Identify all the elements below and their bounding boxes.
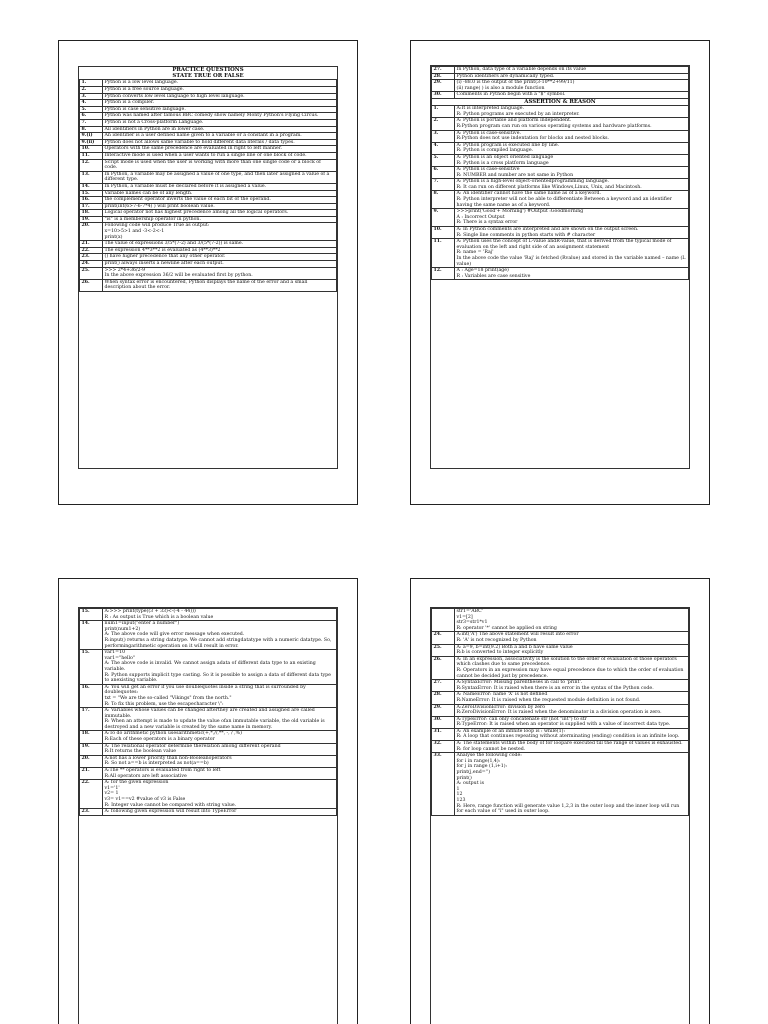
question-text: Python is a free source language. — [103, 87, 337, 94]
question-number: 5. — [432, 154, 455, 166]
question-text: A: Python is case-sensitive R: NUMBER and number are not same in Python — [455, 167, 689, 179]
table-row — [432, 67, 689, 74]
question-number: 4. — [80, 100, 103, 107]
question-number: 29. — [432, 80, 455, 92]
question-number: 8. — [432, 191, 455, 209]
section-heading: ASSERTION & REASON — [431, 99, 689, 105]
question-number: 16. — [80, 197, 103, 204]
question-text: All identifiers in Python are in lower case. — [103, 126, 337, 133]
question-text: Following code will produce True as output: x=10>5>1 and -3<-2<-1 print(x) — [103, 223, 337, 241]
question-number: 10. — [432, 227, 455, 239]
question-text: Python is a low level language. — [103, 80, 337, 87]
question-number: 23. — [80, 254, 103, 261]
table-row — [432, 741, 689, 753]
question-text: A: In an expression, associativity is the solution to the order of evaluation of those operators which clashes due to same precedence. R: Operators in an expression may have equal precedence due to which the order of evaluation cannot be decided just by precedence. — [455, 656, 689, 679]
question-text: A: Python program is executed line by line. R: Python is compiled language. — [455, 142, 689, 154]
table-row — [432, 692, 689, 704]
table-row — [80, 780, 337, 809]
question-text: Python identifiers are dynamically typed. — [455, 73, 689, 80]
document-page-3 — [58, 578, 358, 1024]
question-number: 11. — [80, 152, 103, 159]
table-row — [432, 118, 689, 130]
table-row — [432, 142, 689, 154]
question-text: A:not has a lower priority than non-Booleanoperators R: So not a==b is interpreted as not(a==b) — [103, 755, 337, 767]
table-row — [80, 126, 337, 133]
question-number — [432, 609, 455, 632]
table-row — [432, 239, 689, 268]
question-text: A: NameError: name 'X' is not defined R:NameError: It is raised when the requested module definition is not found. — [455, 692, 689, 704]
question-frame — [430, 65, 690, 469]
question-number: 9.(i) — [80, 133, 103, 140]
question-number: 6. — [432, 167, 455, 179]
question-text: A: An identifier cannot have the same name as of a keyword. R: Python interpreter will not be able to differentiate Between a keyword and an identifier having the same name as of a keyword. — [455, 191, 689, 209]
question-text: Python does not allows same variable to hold different data literals / data types. — [103, 139, 337, 146]
question-number: 28. — [432, 73, 455, 80]
question-number: 22. — [80, 780, 103, 809]
table-row — [80, 171, 337, 183]
question-text: The value of expressions 3/5*(7-2) and 3/(5*(7-2)) is same. — [103, 241, 337, 248]
table-row — [80, 254, 337, 261]
table-row — [80, 159, 337, 171]
question-number: 19. — [80, 743, 103, 755]
table-row — [432, 656, 689, 679]
question-number: 2. — [432, 118, 455, 130]
question-number: 27. — [432, 680, 455, 692]
question-text: A: Python is case-sensitive. R:Python does not use indentation for blocks and nested blocks. — [455, 130, 689, 142]
question-number: 9.(ii) — [80, 139, 103, 146]
question-text: Python is a compiler. — [103, 100, 337, 107]
question-text: Python was named after famous BBC comedy show namely Monty Python's Flying Circus. — [103, 113, 337, 120]
question-number: 21. — [80, 768, 103, 780]
question-text: Variable names can be of any length. — [103, 190, 337, 197]
question-frame — [78, 66, 338, 469]
assertion-table — [431, 105, 689, 280]
question-number: 10. — [80, 146, 103, 153]
question-number: 28. — [432, 692, 455, 704]
question-text: In Python, a variable must be declared before it is assigned a value. — [103, 183, 337, 190]
question-number: 6. — [80, 113, 103, 120]
table-row — [432, 644, 689, 656]
question-text: A: In Python comments are interpreted and are shown on the output screen. R: Single line comments in python starts with # character — [455, 227, 689, 239]
question-number: 30. — [432, 716, 455, 728]
question-frame — [430, 607, 690, 1024]
question-text: When syntax error is encountered, Python displays the name of the error and a small description about the error. — [103, 279, 337, 291]
table-row — [432, 106, 689, 118]
question-number: 17. — [80, 203, 103, 210]
question-number: 15. — [80, 190, 103, 197]
question-text: A: a=9, b=int(9.2) Both a and b have same value R:b is converted to integer explicitly — [455, 644, 689, 656]
table-row — [80, 183, 337, 190]
question-number: 17. — [80, 708, 103, 731]
question-text: Interactive mode is used when a user wants to run a single line or one block of code. — [103, 152, 337, 159]
question-text: Analyse the following code: for i in range(1,4): for j in range (1,i+1): print(j,end='') print() A: output is 1 12 123 R: Here, range function will generate value 1,2,3 in the outer loop and the inner loop will run for each value of "i" used in outer loop. — [455, 753, 689, 816]
question-number: 7. — [80, 119, 103, 126]
table-row — [432, 680, 689, 692]
question-text: A: Python is an object oriented language R: Python is a cross platform language — [455, 154, 689, 166]
table-row — [432, 632, 689, 644]
question-number: 1. — [80, 80, 103, 87]
question-text: A:To do arithmetic python usesarithmetic(+,*,//,**, -, / ,%) R:Each of these operators is a binary operator — [103, 731, 337, 743]
table-row — [432, 179, 689, 191]
question-number: 11. — [432, 239, 455, 268]
table-row — [80, 119, 337, 126]
question-number: 9. — [432, 209, 455, 227]
table-row — [80, 146, 337, 153]
table-row — [80, 93, 337, 100]
table-row — [80, 87, 337, 94]
table-row — [80, 106, 337, 113]
table-row — [80, 152, 337, 159]
question-number: 14. — [80, 621, 103, 650]
question-text: A: for the given expression v1='1' v2= 1 v3= v1==v2 #value of v3 is False R: Integer value cannot be compared with string value. — [103, 780, 337, 809]
table-row — [80, 621, 337, 650]
table-row — [80, 261, 337, 268]
table-row — [80, 267, 337, 279]
question-number: 13. — [80, 171, 103, 183]
question-number: 12. — [80, 159, 103, 171]
document-page-2 — [410, 40, 710, 505]
question-number: 5. — [80, 106, 103, 113]
question-number: 18. — [80, 731, 103, 743]
table-row — [432, 80, 689, 92]
question-text: A: Python is a high-level object-orientedprogramming language. R: It can run on different platforms like Windows,Linux, Unix, and Macintosh. — [455, 179, 689, 191]
question-text: the complement operator inverts the value of each bit of the operand. — [103, 197, 337, 204]
question-text: A:SyntaxError: Missing parentheses in call to 'print'. R:SyntaxError: It is raised when there is an error in the syntax of the Python code. — [455, 680, 689, 692]
table-row — [80, 768, 337, 780]
table-row — [432, 268, 689, 280]
table-row — [80, 80, 337, 87]
question-text: An identifier is a user defined name given to a variable or a constant in a program. — [103, 133, 337, 140]
question-number: 3. — [432, 130, 455, 142]
table-row — [80, 197, 337, 204]
question-number: 33. — [432, 753, 455, 816]
question-text: A: Variables whose values can be changed afterthey are created and assigned are called immutable. R: When an attempt is made to update the value ofan immutable variable, the old variable is destroyed and a new variable is created by the same name in memory. — [103, 708, 337, 731]
question-number: 23. — [80, 809, 103, 816]
table-row — [80, 241, 337, 248]
table-row — [432, 704, 689, 716]
table-row — [80, 708, 337, 731]
question-text: Python converts low level language to high level language. — [103, 93, 337, 100]
question-text: A: An example of an infinite loop is : while(1): R: A loop that continues repeating without aterminating (ending) condition is an infinite loop. — [455, 728, 689, 740]
question-number: 32. — [432, 741, 455, 753]
table-row — [80, 113, 337, 120]
question-text: (i) -88.0 is the output of the print(3-10**2+99/11) (ii) range( ) is also a module function — [455, 80, 689, 92]
question-text: >>> 2*4+36/2-9 In the above expression 36/2 will be evaluated first by python. — [103, 267, 337, 279]
question-number: 26. — [432, 656, 455, 679]
question-number: 24. — [432, 632, 455, 644]
table-row — [80, 755, 337, 767]
question-text: A:It is interpreted language. R: Python programs are executed by an interpreter. — [455, 106, 689, 118]
page-title: PRACTICE QUESTIONS — [172, 67, 244, 73]
question-text: A: The relational operator determine therelation among different operand R:It returns the boolean value — [103, 743, 337, 755]
question-number: 8. — [80, 126, 103, 133]
question-text: A: Python uses the concept of L-value andR-value, that is derived from the typical mode of evaluation on the left and right side of an assignment statement R: name = 'Raj' In the above code the value 'Raj' is fetched (Rvalue) and stored in the variable named – name (L value) — [455, 239, 689, 268]
question-text: A:ZeroDivisionError: division by zero R:ZeroDivisionError: It is raised when the denominator in a division operation is zero. — [455, 704, 689, 716]
question-number: 16. — [80, 684, 103, 707]
table-row — [432, 92, 689, 99]
question-text: In Python, a variable may be assigned a value of one type, and then later assigned a value of a different type. — [103, 171, 337, 183]
question-number: 4. — [432, 142, 455, 154]
question-table — [431, 66, 689, 99]
table-row — [432, 609, 689, 632]
table-row — [80, 809, 337, 816]
table-row — [432, 227, 689, 239]
question-number: 29. — [432, 704, 455, 716]
table-row — [80, 731, 337, 743]
question-text: A:TypeError: can only concatenate str (not "int") to str R:TypeError: It is raised when an operator is supplied with a value of incorrect data type. — [455, 716, 689, 728]
question-text: A:int('A') The above statement will result into error R: 'A' is not recognized by Python — [455, 632, 689, 644]
question-text: print() always inserts a newline after each output. — [103, 261, 337, 268]
question-text: A:The ** operators is evaluated from right to left R:All operators are left associative — [103, 768, 337, 780]
question-text: Script mode is used when the user is working with more than one single code or a block of code. — [103, 159, 337, 171]
table-row — [432, 209, 689, 227]
section-heading: STATE TRUE OR FALSE — [172, 73, 244, 80]
question-number: 27. — [432, 67, 455, 74]
question-number: 12. — [432, 268, 455, 280]
table-row — [80, 609, 337, 621]
question-text: >>>print('Good'+ Morning') #Output :Goodmorning A : Incorrect Output R: There is a syntax error — [455, 209, 689, 227]
question-number: 20. — [80, 223, 103, 241]
question-text: A: following given expression will result into TypeError — [103, 809, 337, 816]
question-text: A: Python is portable and platform independent. R:Python program can run on various operating systems and hardware platforms. — [455, 118, 689, 130]
question-text: A: The statements within the body of for loopare executed till the range of values is exhausted. R: for loop cannot be nested. — [455, 741, 689, 753]
question-frame — [78, 607, 338, 1024]
question-number: 18. — [80, 210, 103, 217]
assertion-table — [431, 608, 689, 816]
table-row — [80, 133, 337, 140]
question-number: 2. — [80, 87, 103, 94]
question-number: 20. — [80, 755, 103, 767]
question-number: 1. — [432, 106, 455, 118]
table-row — [432, 130, 689, 142]
table-row — [432, 73, 689, 80]
document-page-1 — [58, 40, 358, 505]
question-text: var1=10 var1="hello" A: The above code is invalid. We cannot assign adata of different data type to an existing variable. R: Python supports implicit type casting. So it is possible to assign a data of different data type to anexisting variable. — [103, 650, 337, 685]
table-row — [80, 190, 337, 197]
document-page-4 — [410, 578, 710, 1024]
table-row — [80, 684, 337, 707]
table-row — [432, 753, 689, 816]
question-number: 30. — [432, 92, 455, 99]
question-text: Comments in Python begin with a "$" symbol. — [455, 92, 689, 99]
question-text: A: You will get an error if you use doublequotes inside a string that is surrounded by doublequotes: txt = "We are the so-called "Vikings" from the north." R: To fix this problem, use the escapecharacter \": — [103, 684, 337, 707]
table-row — [80, 247, 337, 254]
question-number: 7. — [432, 179, 455, 191]
question-text: "is" is a membership operator in python. — [103, 216, 337, 223]
table-row — [80, 139, 337, 146]
assertion-table — [79, 608, 337, 816]
table-row — [432, 191, 689, 209]
question-number: 24. — [80, 261, 103, 268]
question-number: 3. — [80, 93, 103, 100]
table-row — [80, 743, 337, 755]
question-number: 25. — [80, 267, 103, 279]
question-text: Python is case sensitive language. — [103, 106, 337, 113]
table-row — [432, 728, 689, 740]
table-row — [80, 650, 337, 685]
table-row — [80, 203, 337, 210]
question-number: 15. — [80, 609, 103, 621]
question-text: num1=input("enter a number") print(num1+2) A: The above code will give error message when executed. R:input() returns a string datatype. We cannot add stringdatatype with a numeric datatype. So, performingarithmetic operation on it will result in error. — [103, 621, 337, 650]
table-row — [80, 100, 337, 107]
question-number: 21. — [80, 241, 103, 248]
table-row — [80, 223, 337, 241]
table-row — [80, 279, 337, 291]
table-row — [432, 716, 689, 728]
question-number: 19. — [80, 216, 103, 223]
question-text: () have higher precedence that any other operator. — [103, 254, 337, 261]
question-text: A : Age=18 print(age) R : Variables are case sensitive — [455, 268, 689, 280]
question-text: The expression 4**3**2 is evaluated as (4**3)**2 — [103, 247, 337, 254]
question-table — [79, 79, 337, 292]
table-row — [432, 167, 689, 179]
question-number: 15. — [80, 650, 103, 685]
question-number: 26. — [80, 279, 103, 291]
question-number: 14. — [80, 183, 103, 190]
table-row — [80, 216, 337, 223]
question-text: str1='ABC' v1=[2] str3=str1*v1 R: operator '*' cannot be applied on string — [455, 609, 689, 632]
question-text: In Python, data type of a variable depends on its value — [455, 67, 689, 74]
question-number: 25. — [432, 644, 455, 656]
question-text: Logical operator not has highest precedence among all the logical operators. — [103, 210, 337, 217]
table-row — [432, 154, 689, 166]
table-row — [80, 210, 337, 217]
question-text: Python is not a Cross-platform Language. — [103, 119, 337, 126]
question-number: 22. — [80, 247, 103, 254]
question-text: print(int(6>7-6-7*4) ) will print boolean value. — [103, 203, 337, 210]
question-text: A:>>> print(type((3 + 33)<-(-4 - 44))) R : As output is True which is a boolean value — [103, 609, 337, 621]
question-number: 31. — [432, 728, 455, 740]
question-text: Operators with the same precedence are evaluated in right to left manner. — [103, 146, 337, 153]
